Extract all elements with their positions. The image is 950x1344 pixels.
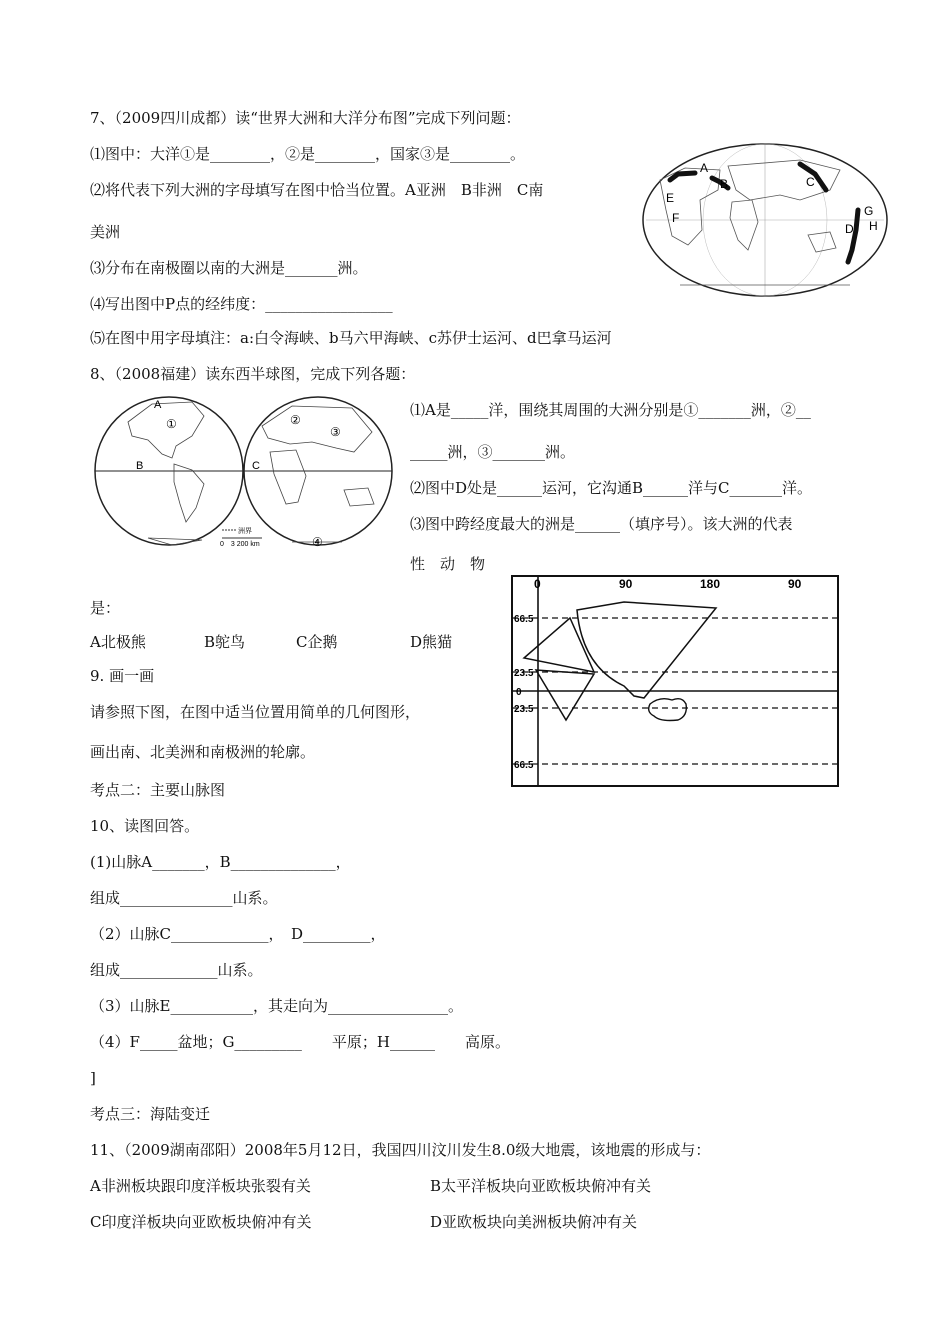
grid-top-180: 180: [700, 577, 721, 591]
q10-line3: （2）山脉C_____________， D_________，: [90, 925, 386, 943]
q10-title: 10、读图回答。: [90, 817, 200, 835]
grid-left-66n: 66.5: [514, 614, 534, 625]
q11-option-b: B太平洋板块向亚欧板块俯冲有关: [430, 1177, 652, 1195]
grid-left-23n: 23.5: [514, 668, 534, 679]
q9-title: 9. 画一画: [90, 667, 155, 685]
q7-title: 7、（2009四川成都）读“世界大洲和大洋分布图”完成下列问题：: [90, 109, 521, 127]
grid-left-23s: 23.5: [514, 704, 534, 715]
grid-left-66s: 66.5: [514, 760, 534, 771]
q8-line3: ⑶图中跨经度最大的洲是______（填序号）。该大洲的代表: [410, 515, 793, 533]
map7-label-a: A: [700, 161, 709, 175]
q8-line1: ⑴A是_____洋，围绕其周围的大洲分别是①_______洲，②__: [410, 401, 811, 419]
q11-option-a: A非洲板块跟印度洋板块张裂有关: [90, 1177, 311, 1195]
grid-top-0: 0: [534, 577, 541, 591]
q11-title: 11、（2009湖南邵阳）2008年5月12日，我国四川汶川发生8.0级大地震，该地震的形成与：: [90, 1141, 711, 1159]
q10-line2: 组成_______________山系。: [90, 889, 278, 907]
q10-line7: ]: [90, 1069, 96, 1087]
grid-top-90-west: 90: [788, 577, 802, 591]
hemispheres-figure: [92, 392, 400, 552]
q11-option-c: C印度洋板块向亚欧板块俯冲有关: [90, 1213, 312, 1231]
map8-legend: 洲界: [238, 528, 252, 535]
map8-label-c: C: [252, 460, 260, 472]
map7-label-b: B: [720, 177, 729, 191]
q8-line1-cont: _____洲，③_______洲。: [410, 443, 576, 461]
q9-line1: 请参照下图，在图中适当位置用简单的几何图形，: [90, 703, 421, 721]
map8-label-a: A: [154, 399, 162, 411]
q9-line2: 画出南、北美洲和南极洲的轮廓。: [90, 743, 316, 761]
q8-option-a: A北极熊: [90, 633, 146, 651]
q7-line4: ⑷写出图中P点的经纬度：_________________: [90, 295, 393, 313]
map7-label-d: D: [845, 222, 854, 236]
map7-label-h: H: [869, 219, 878, 233]
q7-line3: ⑶分布在南极圈以南的大洲是_______洲。: [90, 259, 368, 277]
world-map-figure: [640, 140, 890, 300]
q8-line2: ⑵图中D处是______运河，它沟通B______洋与C_______洋。: [410, 479, 813, 497]
q8-option-d: D熊猫: [410, 633, 453, 651]
q10-line4: 组成_____________山系。: [90, 961, 263, 979]
q7-line2-cont: 美洲: [90, 223, 121, 241]
q8-line5: 是：: [90, 599, 121, 617]
q8-option-b: B鸵鸟: [204, 633, 246, 651]
q11-option-d: D亚欧板块向美洲板块俯冲有关: [430, 1213, 638, 1231]
map8-label-3: ③: [330, 425, 341, 439]
map8-label-b: B: [136, 460, 144, 472]
map8-scale: 0 3 200 km: [220, 541, 260, 548]
map8-label-1: ①: [166, 417, 177, 431]
q7-line5: ⑸在图中用字母填注：a:白令海峡、b马六甲海峡、c苏伊士运河、d巴拿马运河: [90, 329, 612, 347]
section-3-title: 考点三：海陆变迁: [90, 1105, 211, 1123]
q8-title: 8、（2008福建）读东西半球图，完成下列各题：: [90, 365, 416, 383]
map8-label-2: ②: [290, 413, 301, 427]
grid-top-90: 90: [619, 577, 633, 591]
q8-line4: 性 动 物: [410, 555, 486, 573]
q7-line1: ⑴图中：大洋①是________，②是________，国家③是________。: [90, 145, 526, 163]
map7-label-f: F: [672, 211, 680, 225]
grid-left-0: 0: [516, 687, 522, 698]
q7-line2: ⑵将代表下列大洲的字母填写在图中恰当位置。A亚洲 B非洲 C南: [90, 181, 544, 199]
map7-label-g: G: [864, 204, 874, 218]
map8-label-4: ④: [312, 535, 323, 549]
q8-option-c: C企鹅: [296, 633, 338, 651]
q10-line5: （3）山脉E___________，其走向为________________。: [90, 997, 463, 1015]
q10-line6: （4）F_____盆地；G_________ 平原；H______ 高原。: [90, 1033, 511, 1051]
section-2-title: 考点二：主要山脉图: [90, 781, 226, 799]
map7-label-e: E: [666, 191, 675, 205]
drawing-grid-figure: [510, 574, 840, 788]
map7-label-c: C: [806, 175, 815, 189]
q10-line1: (1)山脉A_______，B______________，: [90, 853, 351, 871]
